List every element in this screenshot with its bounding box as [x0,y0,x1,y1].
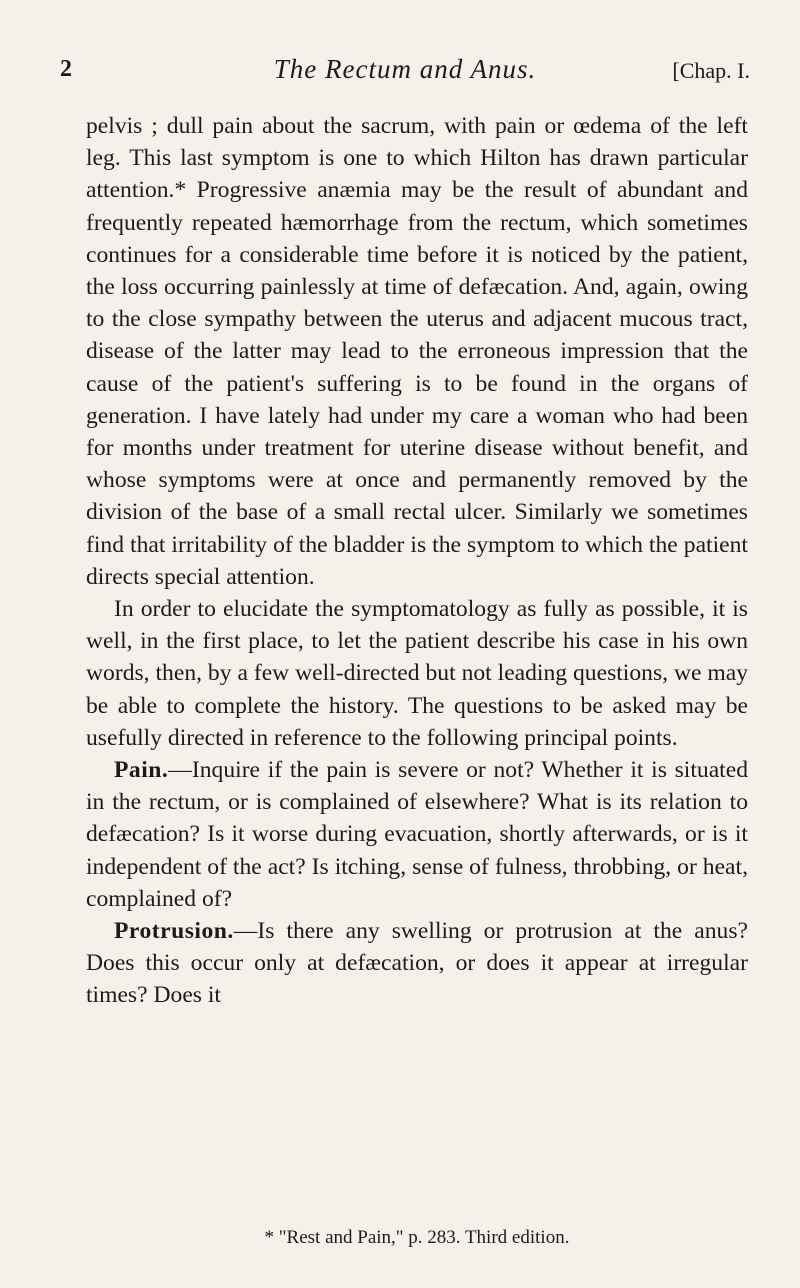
page-header [60,56,750,96]
run-in-heading: Pain. [114,757,169,784]
page-number: 2 [60,56,72,82]
paragraph-text: pelvis ; dull pain about the sacrum, with pain or œdema of the left leg. This last symptom is one to which Hilton has drawn particular attention.* Progressive anæmia may be the result of abundant and frequently repeated hæmorrhage from the rectum, which sometimes continues for a considerable time before it is noticed by the patient, the loss occurring painlessly at time of defæcation. And, again, owing to the close sympathy between the uterus and adjacent mucous tract, disease of the latter may lead to the erroneous impression that the cause of the patient's suffering is to be found in the organs of generation. I have lately had under my care a woman who had been for months under treatment for uterine disease without benefit, and whose symptoms were at once and permanently removed by the division of the base of a small rectal ulcer. Similarly we sometimes find that irritability of the bladder is the symptom to which the patient directs special attention. [86,113,748,590]
chapter-marker: [Chap. I. [672,58,750,83]
footnote: * "Rest and Pain," p. 283. Third edition. [264,1227,570,1248]
paragraph-pain [86,754,748,915]
run-in-heading: Protrusion. [114,918,234,945]
paragraph-symptomatology [86,593,748,754]
paragraph-protrusion [86,915,748,1012]
paragraph-text: In order to elucidate the symptomatology as fully as possible, it is well, in the first place, to let the patient describe his case in his own words, then, by a few well-directed but not leading questions, we may be able to complete the history. The questions to be asked may be usefully directed in reference to the following principal points. [86,596,748,751]
paragraph-text: —Inquire if the pain is severe or not? Whether it is situated in the rectum, or is complained of elsewhere? What is its relation to defæcation? Is it worse during evacuation, shortly afterwards, or is it independent of the act? Is itching, sense of fulness, throbbing, or heat, complained of? [86,757,748,912]
paragraph-text: —Is there any swelling or protrusion at the anus? Does this occur only at defæcation, or does it appear at irregular times? Does it [86,918,748,1009]
body-text [86,110,748,1012]
paragraph-continuation [86,110,748,593]
running-title: The Rectum and Anus. [273,54,537,84]
